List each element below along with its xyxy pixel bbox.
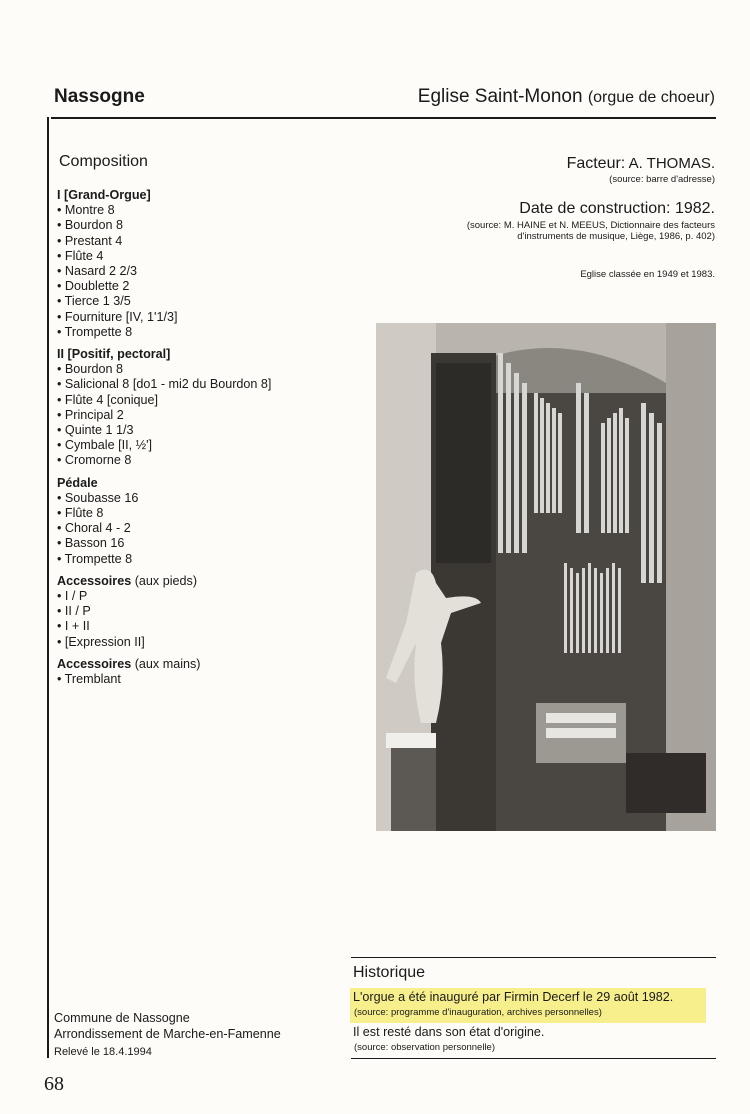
historique-rule-bottom	[351, 1058, 716, 1059]
stop-item: • Doublette 2	[57, 279, 130, 294]
accessoires-mains-items	[57, 672, 357, 687]
composition-title: Composition	[59, 153, 148, 170]
pedale-heading: Pédale	[57, 475, 98, 490]
page-number: 68	[44, 1073, 64, 1095]
header-rule	[51, 117, 716, 119]
accessoires-pieds-label: Accessoires	[57, 573, 132, 588]
facteur-source: (source: barre d'adresse)	[609, 174, 715, 185]
grand-orgue-stops	[57, 203, 357, 340]
organ-photo	[376, 323, 716, 831]
accessoires-pieds-note: (aux pieds)	[134, 573, 198, 588]
positif-heading: II [Positif, pectoral]	[57, 347, 171, 362]
accessoires-mains-heading	[57, 657, 357, 672]
stop-item: • I / P	[57, 589, 88, 604]
historique-line1-source: (source: programme d'inauguration, archives personnelles)	[354, 1007, 602, 1018]
stop-item: • Flûte 8	[57, 506, 104, 521]
stop-item: • Prestant 4	[57, 233, 123, 248]
church-subtitle: (orgue de choeur)	[587, 89, 715, 106]
stop-item: • Quinte 1 1/3	[57, 423, 134, 438]
stop-item: • Basson 16	[57, 536, 125, 551]
historique-rule-top	[351, 957, 716, 958]
stop-item: • Nasard 2 2/3	[57, 264, 138, 279]
church-name: Eglise Saint-Monon	[417, 86, 583, 107]
accessoires-mains-note: (aux mains)	[134, 656, 201, 671]
stop-item: • II / P	[57, 604, 91, 619]
accessoires-mains-label: Accessoires	[57, 656, 132, 671]
stop-item: • Soubasse 16	[57, 490, 139, 505]
date-label: Date de construction:	[519, 200, 671, 217]
releve-date: Relevé le 18.4.1994	[54, 1046, 152, 1058]
date-source	[415, 220, 715, 242]
stop-item: • Cymbale [II, ½']	[57, 438, 153, 453]
date-source-line1: (source: M. HAINE et N. MEEUS, Dictionnaire des facteurs	[466, 220, 715, 231]
classee-note: Eglise classée en 1949 et 1983.	[580, 269, 715, 280]
stop-item: • Fourniture [IV, 1'1/3]	[57, 309, 178, 324]
arrondissement-name: Arrondissement de Marche-en-Famenne	[54, 1027, 281, 1041]
stop-item: • Bourdon 8	[57, 362, 124, 377]
stop-item: • Bourdon 8	[57, 218, 124, 233]
stop-item: • Cromorne 8	[57, 453, 132, 468]
grand-orgue-heading: I [Grand-Orgue]	[57, 188, 151, 202]
accessoires-pieds-items	[57, 589, 357, 650]
historique-title: Historique	[353, 964, 426, 981]
stop-item: • Salicional 8 [do1 - mi2 du Bourdon 8]	[57, 377, 272, 392]
stop-item: • Montre 8	[57, 203, 115, 218]
facteur	[567, 155, 715, 173]
stop-item: • Trompette 8	[57, 551, 133, 566]
stop-item: • Flûte 4	[57, 248, 104, 263]
stop-item: • Trompette 8	[57, 324, 133, 339]
historique-line2-source: (source: observation personnelle)	[354, 1042, 495, 1053]
stop-item: • Principal 2	[57, 407, 124, 422]
commune-block	[54, 1010, 281, 1042]
positif-stops	[57, 362, 357, 468]
stop-item: • Tierce 1 3/5	[57, 294, 131, 309]
stop-item: • Tremblant	[57, 672, 121, 687]
church-title	[418, 86, 715, 108]
date-value: 1982.	[674, 200, 715, 217]
stop-item: • [Expression II]	[57, 634, 145, 649]
historique-line2: Il est resté dans son état d'origine.	[353, 1025, 545, 1039]
place-title: Nassogne	[54, 86, 145, 107]
pedale-stops	[57, 491, 357, 567]
facteur-value: A. THOMAS.	[628, 155, 715, 172]
historique-line1: L'orgue a été inauguré par Firmin Decerf le 29 août 1982.	[353, 990, 674, 1004]
stop-item: • Flûte 4 [conique]	[57, 392, 159, 407]
date-source-line2: d'instruments de musique, Liège, 1986, p. 402)	[517, 231, 715, 242]
left-rule	[47, 117, 49, 1058]
stop-list	[57, 185, 357, 687]
date-construction	[519, 200, 715, 218]
accessoires-pieds-heading	[57, 574, 357, 589]
facteur-label: Facteur:	[566, 155, 626, 172]
stop-item: • Choral 4 - 2	[57, 521, 131, 536]
stop-item: • I + II	[57, 619, 90, 634]
commune-name: Commune de Nassogne	[54, 1011, 190, 1025]
